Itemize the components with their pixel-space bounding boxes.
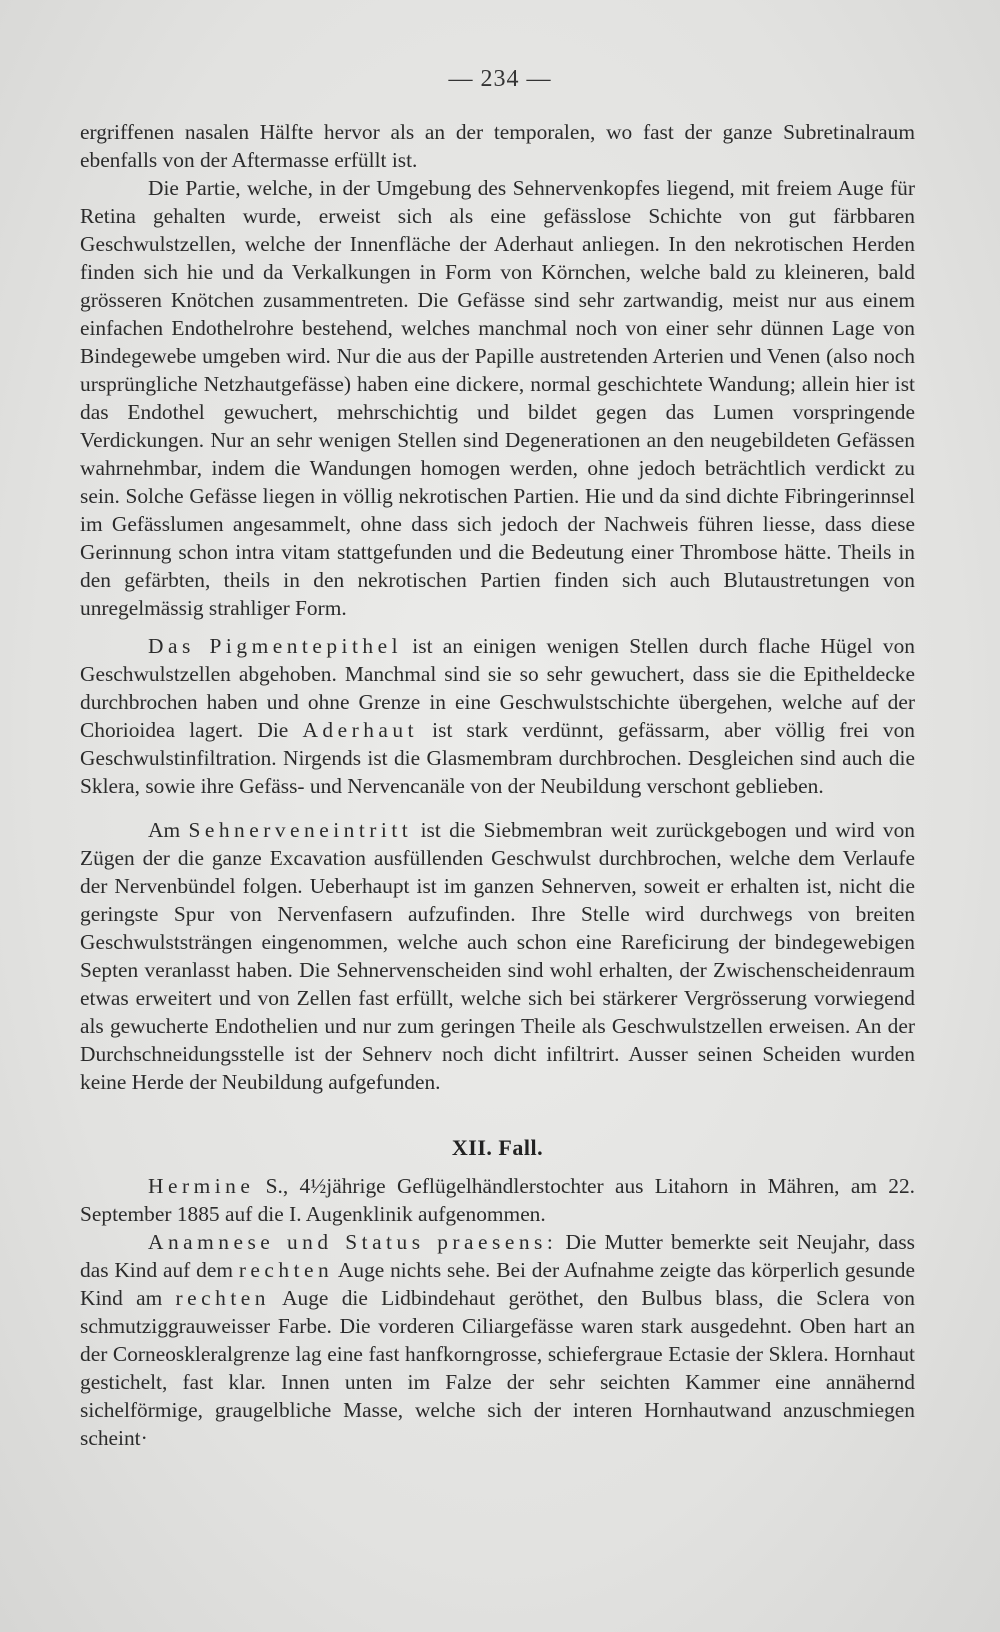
paragraph-retina-partie [80,174,915,622]
emphasis-sehnerveneintritt: Sehnerveneintritt [188,818,413,842]
paragraph-text: Auge nichts sehe. Bei der Aufnahme zeigte das körperlich gesunde Kind am [80,1258,915,1310]
emphasis-rechten: rechten [238,1258,334,1282]
paragraph-patient-intro [80,1172,915,1228]
paragraph-text: ergriffenen nasalen Hälfte hervor als an der temporalen, wo fast der ganze Subretinalraum ebenfalls von der Aftermasse erfüllt ist. [80,120,915,172]
emphasis-patient-name: Hermine [148,1174,255,1198]
paragraph-pigmentepithel [80,632,915,800]
paragraph-anamnese [80,1228,915,1452]
paragraph-text: S., 4½jährige Geflügelhändlerstochter aus Litahorn in Mähren, am 22. September 1885 auf die I. Augenklinik aufgenommen. [80,1174,915,1226]
paragraph-text: Die Partie, welche, in der Umgebung des Sehnervenkopfes liegend, mit freiem Auge für Retina gehalten wurde, erweist sich als eine gefässlose Schichte von gut färbbaren Geschwulstzellen, welche der Innenfläche der Aderhaut anliegen. In den nekrotischen Herden finden sich hie und da Verkalkungen in Form von Körnchen, welche bald zu kleineren, bald grösseren Knötchen zusammentreten. Die Gefässe sind sehr zartwandig, meist nur aus einem einfachen Endothelrohre bestehend, welches manchmal noch von einer sehr dünnen Lage von Bindegewebe umgeben wird. Nur die aus der Papille austretenden Arterien und Venen (also noch ursprüngliche Netzhautgefässe) haben eine dickere, normal geschichtete Wandung; allein hier ist das Endothel gewuchert, mehrschichtig und bildet gegen das Lumen vorspringende Verdickungen. Nur an sehr wenigen Stellen sind Degenerationen an den neugebildeten Gefässen wahrnehmbar, indem die Wandungen homogen werden, ohne jedoch beträchtlich verdickt zu sein. Solche Gefässe liegen in völlig nekrotischen Partien. Hie und da sind dichte Fibringerinnsel im Gefässlumen angesammelt, ohne dass sich jedoch der Nachweis führen liesse, dass diese Gerinnung schon intra vitam stattgefunden und die Bedeutung einer Thrombose hätte. Theils in den gefärbten, theils in den nekrotischen Partien finden sich auch Blutaustretungen von unregelmässig strahliger Form. [80,176,915,620]
paragraph-text: Auge die Lidbindehaut geröthet, den Bulbus blass, die Sclera von schmutziggrauweisser Farbe. Die vorderen Ciliargefässe waren stark ausgedehnt. Oben hart an der Corneoskleralgrenze lag eine fast hanfkorngrosse, schiefergraue Ectasie der Sklera. Hornhaut gestichelt, fast klar. Innen unten im Falze der sehr seichten Kammer eine annähernd sichelförmige, graugelbliche Masse, welche sich der interen Hornhautwand anzuschmiegen scheint· [80,1286,916,1450]
emphasis-pigmentepithel: Das Pigmentepithel [148,634,403,658]
paragraph-text: Am [148,818,189,842]
paragraph-text: ist die Siebmembran weit zurückgebogen und wird von Zügen der die ganze Excavation ausfüllenden Geschwulst durchbrochen, welche dem Verlaufe der Nervenbündel folgen. Ueberhaupt ist im ganzen Sehnerven, soweit er erhalten ist, nicht die geringste Spur von Nervenfasern aufzufinden. Ihre Stelle wird durchwegs von breiten Geschwulststrängen eingenommen, welche auch schon eine Rareficirung der bindegewebigen Septen veranlasst haben. Die Sehnervenscheiden sind wohl erhalten, der Zwischenscheidenraum etwas erweitert und von Zellen fast erfüllt, welche sich bei stärkerer Vergrösserung vorwiegend als gewucherte Endothelien und nur zum geringen Theile als Geschwulstzellen erweisen. An der Durchschneidungsstelle ist der Sehnerv noch dicht infiltrirt. Ausser seinen Scheiden wurden keine Herde der Neubildung aufgefunden. [80,818,915,1094]
emphasis-aderhaut: Aderhaut [302,718,419,742]
paragraph-sehnerveneintritt [80,816,915,1096]
emphasis-anamnese: Anamnese und Status praesens: [148,1230,558,1254]
paragraph-text: Die Mutter bemerkte seit Neujahr, dass das Kind auf dem [80,1230,915,1282]
paragraph-text: ist stark verdünnt, gefässarm, aber völlig frei von Geschwulstinfiltration. Nirgends ist die Glasmembram durchbrochen. Desgleichen sind auch die Sklera, sowie ihre Gefäss- und Nervencanäle von der Neubildung verschont geblieben. [80,718,915,798]
emphasis-rechten: rechten [175,1286,270,1310]
paragraph-text: ist an einigen wenigen Stellen durch flache Hügel von Geschwulstzellen abgehoben. Manchmal sind sie so sehr gewuchert, dass sie die Epitheldecke durchbrochen haben und ohne Grenze in eine Geschwulstschichte übergehen, welche auf der Chorioidea lagert. Die [80,634,915,742]
case-heading: XII. Fall. [451,1135,544,1160]
paragraph-continuation [80,118,915,174]
body-text [80,118,915,1452]
page-number: — 234 — [448,66,552,92]
